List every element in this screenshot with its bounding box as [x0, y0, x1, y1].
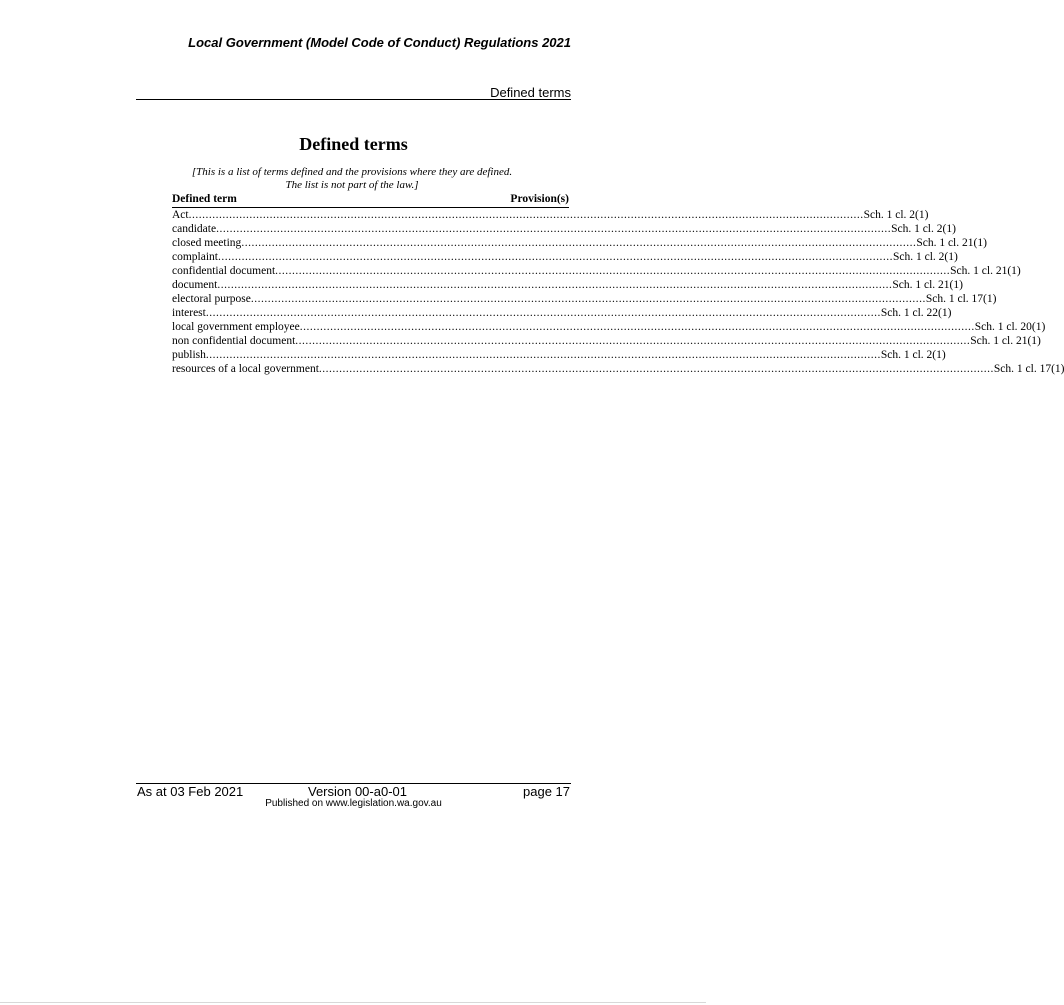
term-cell: candidate — [172, 223, 217, 235]
provision-cell: Sch. 1 cl. 2(1) — [893, 251, 958, 263]
dot-leader: ........................................................................................................................................................................................................ — [275, 265, 951, 277]
column-header-provision: Provision(s) — [510, 193, 569, 205]
term-cell: resources of a local government — [172, 363, 319, 375]
table-row — [172, 250, 958, 264]
table-row — [172, 222, 956, 236]
footer-page-number: page 17 — [523, 784, 570, 799]
dot-leader: ........................................................................................................................................................................................................ — [318, 363, 994, 375]
dot-leader: ........................................................................................................................................................................................................ — [299, 321, 975, 333]
provision-cell: Sch. 1 cl. 17(1) — [925, 293, 997, 305]
term-cell: publish — [172, 349, 206, 361]
footer-published-on: Published on www.legislation.wa.gov.au — [265, 798, 442, 809]
provision-cell: Sch. 1 cl. 22(1) — [880, 307, 952, 319]
provision-cell: Sch. 1 cl. 2(1) — [880, 349, 946, 361]
table-row — [172, 320, 1046, 334]
provision-cell: Sch. 1 cl. 21(1) — [970, 335, 1041, 347]
header-divider — [136, 99, 571, 100]
dot-leader: ........................................................................................................................................................................................................ — [217, 279, 893, 291]
term-cell: local government employee — [172, 321, 300, 333]
dot-leader: ........................................................................................................................................................................................................ — [218, 251, 893, 263]
provision-cell: Sch. 1 cl. 21(1) — [916, 237, 987, 249]
dot-leader: ........................................................................................................................................................................................................ — [295, 335, 971, 347]
term-cell: Act — [172, 209, 189, 221]
term-cell: complaint — [172, 251, 218, 263]
dot-leader: ........................................................................................................................................................................................................ — [188, 209, 864, 221]
dot-leader: ........................................................................................................................................................................................................ — [250, 293, 926, 305]
running-header-title: Local Government (Model Code of Conduct) Regulations 2021 — [188, 35, 571, 50]
table-header — [172, 193, 569, 208]
column-header-term: Defined term — [172, 193, 237, 205]
table-row — [172, 236, 987, 250]
table-row — [172, 334, 1041, 348]
term-cell: closed meeting — [172, 237, 242, 249]
table-row — [172, 348, 946, 362]
table-row — [172, 362, 1064, 376]
term-cell: interest — [172, 307, 206, 319]
page-bottom-edge — [0, 1002, 706, 1003]
provision-cell: Sch. 1 cl. 2(1) — [891, 223, 956, 235]
footer-as-at-date: As at 03 Feb 2021 — [137, 784, 244, 799]
table-body — [172, 208, 1064, 376]
table-row — [172, 292, 997, 306]
table-row — [172, 278, 963, 292]
provision-cell: Sch. 1 cl. 20(1) — [974, 321, 1046, 333]
running-header-section: Defined terms — [490, 85, 571, 100]
table-row — [172, 208, 929, 222]
intro-note — [172, 166, 532, 192]
table-row — [172, 264, 1021, 278]
provision-cell: Sch. 1 cl. 2(1) — [863, 209, 929, 221]
dot-leader: ........................................................................................................................................................................................................ — [205, 307, 881, 319]
dot-leader: ........................................................................................................................................................................................................ — [205, 349, 881, 361]
provision-cell: Sch. 1 cl. 21(1) — [950, 265, 1021, 277]
intro-note-line-2: The list is not part of the law.] — [285, 179, 419, 191]
dot-leader: ........................................................................................................................................................................................................ — [241, 237, 917, 249]
term-cell: document — [172, 279, 218, 291]
term-cell: electoral purpose — [172, 293, 251, 305]
intro-note-line-1: [This is a list of terms defined and the provisions where they are defined. — [191, 166, 513, 178]
footer-version: Version 00-a0-01 — [307, 784, 407, 799]
page-heading: Defined terms — [299, 134, 408, 154]
dot-leader: ........................................................................................................................................................................................................ — [216, 223, 892, 235]
term-cell: confidential document — [172, 265, 276, 277]
provision-cell: Sch. 1 cl. 17(1) — [993, 363, 1064, 375]
provision-cell: Sch. 1 cl. 21(1) — [892, 279, 963, 291]
defined-terms-table — [172, 193, 1064, 376]
table-row — [172, 306, 952, 320]
term-cell: non confidential document — [172, 335, 296, 347]
